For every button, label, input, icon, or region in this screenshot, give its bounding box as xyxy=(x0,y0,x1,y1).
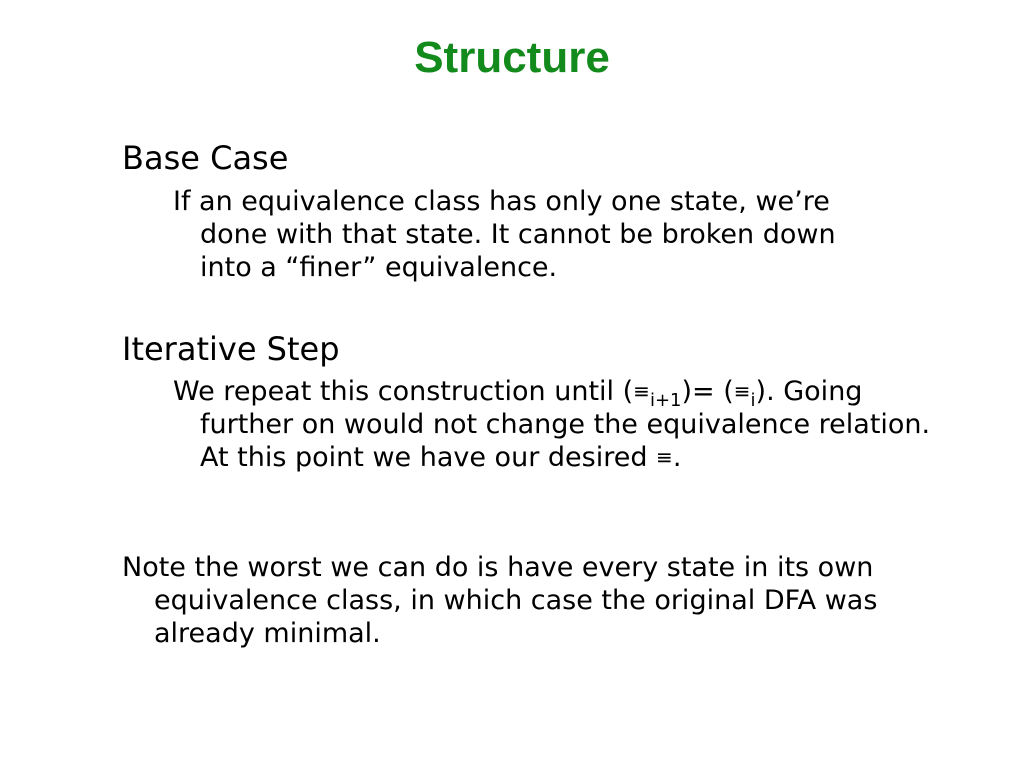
equivalence-symbol: ≡ xyxy=(633,379,650,403)
iterative-text-1: We repeat this construction until ( xyxy=(173,376,634,407)
note-text: Note the worst we can do is have every state in its own equivalence class, in which case the original DFA was already minimal. xyxy=(122,552,878,649)
equivalence-symbol: ≡ xyxy=(656,445,673,469)
iterative-step-text xyxy=(173,375,940,474)
base-case-text: If an equivalence class has only one state, we’re done with that state. It cannot be broken down into a “finer” equivalence. xyxy=(173,186,836,283)
equivalence-symbol: ≡ xyxy=(733,379,751,403)
iterative-text-4: . xyxy=(672,442,682,473)
subscript-i: i xyxy=(750,390,756,411)
base-case-heading: Base Case xyxy=(122,139,289,177)
iterative-text-2: )= ( xyxy=(681,376,734,407)
subscript-i-plus-1: i+1 xyxy=(649,390,682,411)
iterative-step-heading: Iterative Step xyxy=(122,330,340,368)
iterative-text-3: ). Going further on would not change the equivalence relation. At this point we have our desired xyxy=(200,376,931,473)
page-title: Structure xyxy=(414,33,610,82)
